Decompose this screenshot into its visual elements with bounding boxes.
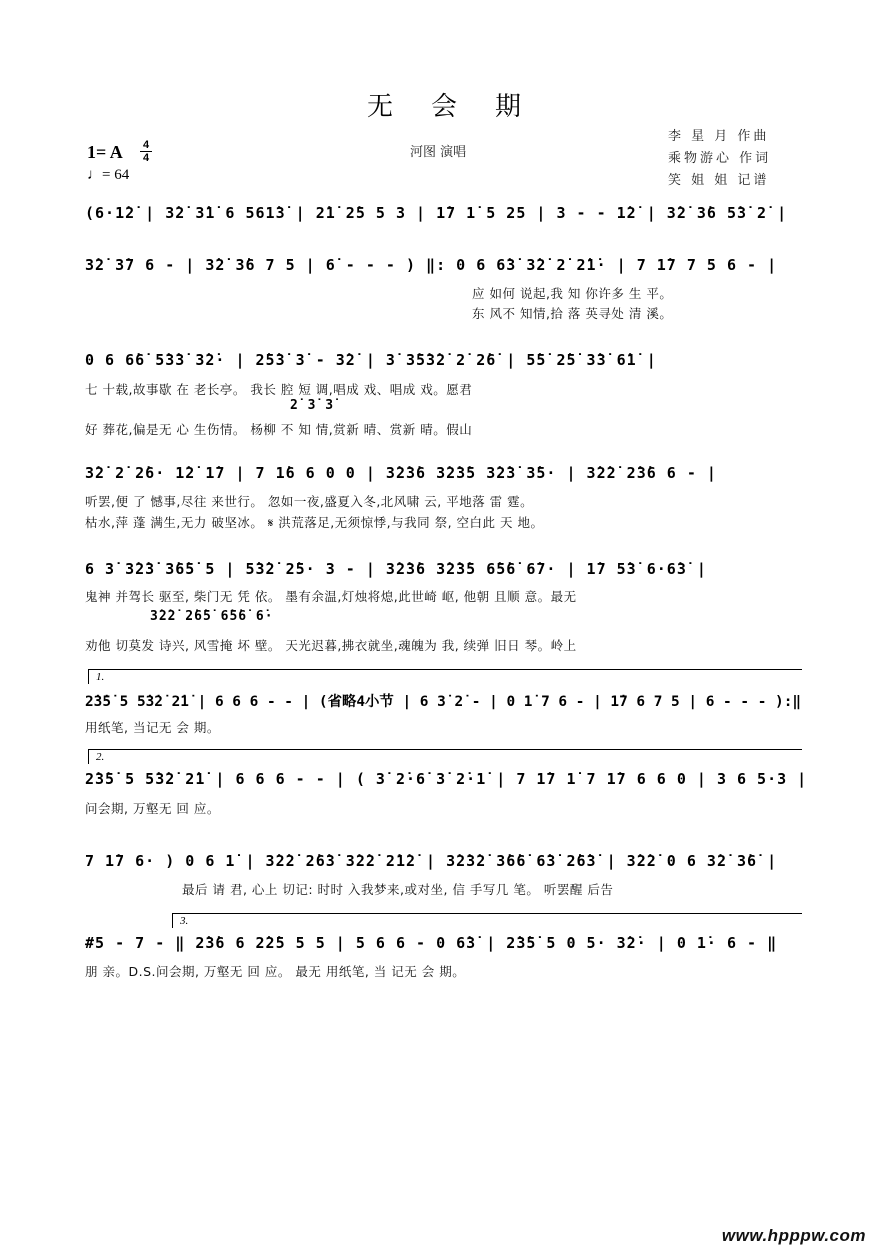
singer-credit: 河图 演唱 [410, 145, 467, 160]
score-row-2-notes: 3̇2̇ 3̇7 6 - | 3̇2̇ 3̇6 7 5 | 6̇ - - - ) ‖: 0 6 6̇3̇ 3̇2̇ 2̇ 2̇1̇· | 7 1̇7 7 5 6 - | [85, 256, 778, 274]
composer-credit: 李 星 月 作曲 [668, 129, 770, 144]
score-row-5-lyric-1: 鬼神 并驾长 驱至, 柴门无 凭 依。 墨有余温,灯烛将熄,此世崎 岖, 他朝 且顺 意。最无 [85, 589, 577, 604]
volta-3-label: 3. [180, 915, 189, 927]
score-row-8-lyric-1: 最后 请 君, 心上 切记: 时时 入我梦来,或对坐, 信 手写几 笔。 听罢醒 后告 [182, 882, 614, 897]
score-row-3-notes: 0 6 6̇6̇ 5̇3̇3̇ 3̇2̇· | 2̇5̇3̇ 3̇ - 3̇2̇ | 3̇ 3̇5̇3̇2̇ 2̇ 2̇6̇ | 5̇5̇ 2̇5̇ 3̇3̇ 6̇1̇ | [85, 351, 657, 369]
score-row-4-notes: 3̇2̇ 2̇ 2̇6· 1̇2̇ 1̇7 | 7 1̇6 6 0 0 | 3̇2̇3̇6 3̇2̇3̇5 3̇2̇3̇ 3̇5· | 3̇2̇2̇ 2̇3̇6 6 - | [85, 464, 717, 482]
score-row-3-lyric-2: 好 葬花,偏是无 心 生伤情。 杨柳 不 知 情,赏新 晴、赏新 晴。假山 [85, 422, 473, 437]
song-title: 无会期 [366, 92, 559, 122]
time-signature-top: 4 [142, 139, 150, 151]
score-row-7-notes: 2̇3̇5̇ 5 5̇3̇2̇ 2̇1̇ | 6 6 6 - - | ( 3̇ 2̇·6̇ 3̇ 2̇·1̇ | 7 1̇7 1̇ 7 1̇7 6 6 0 | 3 6 5·3 | [85, 770, 808, 788]
score-row-5-notes: 6 3̇ 3̇2̇3̇ 3̇6̇5̇ 5 | 5̇3̇2̇ 2̇5· 3 - | 3̇2̇3̇6 3̇2̇3̇5 6̇5̇6̇ 6̇7· | 1̇7 5̇3̇ 6·6̇3̇ | [85, 560, 707, 578]
score-row-7-lyric-1: 问会期, 万壑无 回 应。 [85, 801, 220, 816]
score-row-1-notes: (6·1̇2̇ | 3̇2̇ 3̇1̇ 6 561̇3̇ | 2̇1̇ 2̇5 5 3 | 1̇7 1̇ 5 25 | 3 - - 1̇2̇ | 3̇2̇ 3̇6 5̇3̇ 2̇ | [85, 204, 788, 222]
score-row-3-lyric-1: 七 十载,故事歇 在 老长亭。 我长 腔 短 调,唱成 戏、唱成 戏。愿君 [85, 382, 473, 397]
score-row-9-lyric-1: 朋 亲。D.S.问会期, 万壑无 回 应。 最无 用纸笔, 当 记无 会 期。 [85, 964, 466, 979]
score-row-3-alt-notes: 2̇ 3̇ 3̇ [290, 398, 335, 413]
score-row-4-lyric-2: 枯水,萍 蓬 满生,无力 破坚冰。 𝄋 洪荒落足,无须惊悸,与我同 祭, 空白此 天 地。 [85, 515, 544, 530]
transcriber-credit: 笑 姐 姐 记谱 [668, 173, 770, 188]
volta-1-label: 1. [96, 671, 105, 683]
volta-1-bracket [88, 669, 802, 684]
score-row-5-alt-notes: 3̇2̇2̇ 2̇6̇5̇ 6̇5̇6̇ 6̇· [150, 609, 274, 624]
score-row-2-lyric-1: 应 如何 说起,我 知 你许多 生 平。 [472, 286, 673, 301]
tempo-marking: ♩= 64 [87, 167, 130, 183]
volta-2-bracket [88, 749, 802, 764]
score-row-9-notes: #5 - 7 - ‖ 2̇3̇6 6 2̇2̇5 5 5 | 5 6 6 - 0 6̇3̇ | 2̇3̇5̇ 5 0 5· 3̇2̇· | 0 1̇· 6 - ‖ [85, 934, 778, 952]
lyricist-credit: 乘物游心 作词 [668, 151, 772, 166]
score-row-8-notes: 7 1̇7 6· ) 0 6 1̇ | 3̇2̇2̇ 2̇6̇3̇ 3̇2̇2̇ 2̇1̇2̇ | 3̇2̇3̇2̇ 3̇6̇6̇ 6̇3̇ 2̇6̇3̇ | 3̇2̇2̇ 0 6 3̇2̇ 3̇6̇ | [85, 852, 778, 870]
score-row-4-lyric-1: 听罢,便 了 憾事,尽往 来世行。 忽如一夜,盛夏入冬,北风啸 云, 平地落 雷 霆。 [85, 494, 534, 509]
score-row-2-lyric-2: 东 风不 知情,拾 落 英寻处 清 溪。 [472, 306, 673, 321]
time-signature [140, 140, 152, 163]
volta-3-bracket [172, 913, 802, 928]
score-row-5-lyric-2: 劝他 切莫发 诗兴, 风雪掩 坏 壁。 天光迟暮,拂衣就坐,魂魄为 我, 续弹 旧日 琴。岭上 [85, 638, 577, 653]
site-watermark: www.hpppw.com [721, 1226, 866, 1245]
score-row-6-lyric-1: 用纸笔, 当记无 会 期。 [85, 720, 220, 735]
score-row-6-notes: 2̇3̇5̇ 5 5̇3̇2̇ 2̇1̇ | 6 6 6 - - | (省略4小节 | 6 3̇ 2̇ - | 0 1̇ 7 6 - | 1̇7 6 7 5 | 6 - - - ):‖ [85, 694, 802, 710]
key-signature: 1= A [87, 142, 123, 162]
time-signature-bottom: 4 [142, 152, 150, 164]
volta-2-label: 2. [96, 751, 105, 763]
